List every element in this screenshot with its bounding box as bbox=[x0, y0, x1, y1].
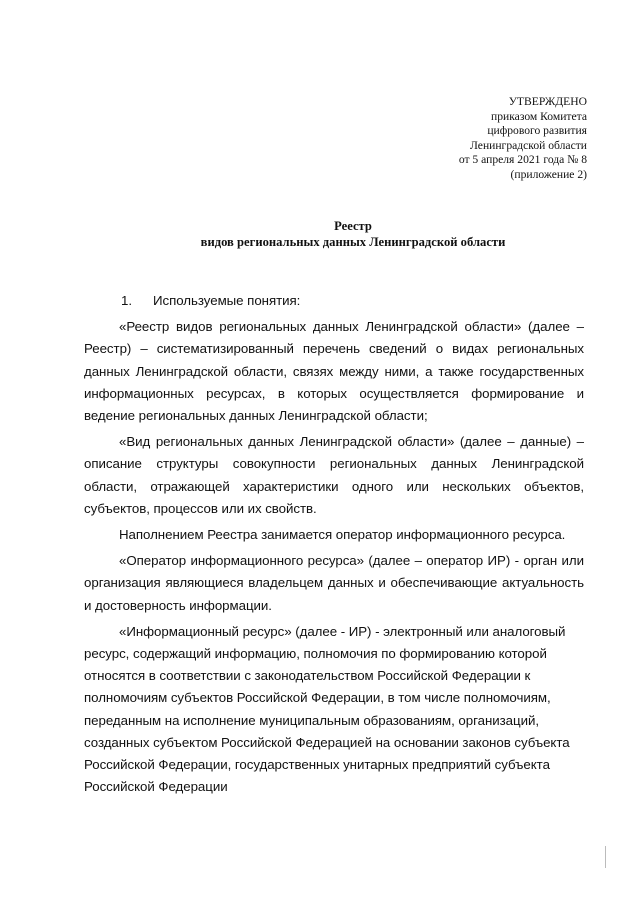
approval-line: (приложение 2) bbox=[510, 167, 587, 181]
approval-line: Ленинградской области bbox=[470, 138, 587, 152]
title-line: Реестр bbox=[334, 219, 372, 233]
approval-stamp bbox=[459, 95, 587, 182]
approval-line: цифрового развития bbox=[487, 124, 587, 137]
section-heading bbox=[84, 290, 584, 312]
document-body bbox=[84, 290, 584, 802]
paragraph: Наполнением Реестра занимается оператор информационного ресурса. bbox=[119, 527, 566, 543]
paragraph: «Вид региональных данных Ленинградской области» (далее – данные) – описание структуры совокупности региональных данных Ленинградской области, отражающей характеристики одного или нескольких объектов, субъектов, процессов или их свойств. bbox=[84, 434, 584, 516]
scan-artifact bbox=[605, 846, 606, 868]
paragraph: «Реестр видов региональных данных Ленинградской области» (далее – Реестр) – систематизированный перечень сведений о видах региональных данных Ленинградской области, связях между ними, а также государственных информационных ресурсах, в которых осуществляется формирование и ведение региональных данных Ленинградской области; bbox=[84, 319, 584, 424]
approval-line: УТВЕРЖДЕНО bbox=[508, 95, 587, 108]
paragraph: «Оператор информационного ресурса» (далее – оператор ИР) - орган или организация являющиеся владельцем данных и обеспечивающие актуальность и достоверность информации. bbox=[84, 553, 584, 613]
document-title bbox=[0, 218, 640, 250]
approval-line: от 5 апреля 2021 года № 8 bbox=[458, 153, 587, 166]
paragraph: «Информационный ресурс» (далее - ИР) - электронный или аналоговый ресурс, содержащий информацию, полномочия по формированию которой относятся в соответствии с законодательством Российской Федерации к полномочиям субъектов Российской Федерации, в том числе полномочиям, переданным на исполнение муниципальным образованиям, организаций, созданных субъектом Российской Федерацией на основании законов субъекта Российской Федерации, государственных унитарных предприятий субъекта Российской Федерации bbox=[84, 623, 570, 795]
approval-line: приказом Комитета bbox=[491, 109, 587, 123]
section-number: 1. bbox=[121, 293, 132, 308]
title-line: видов региональных данных Ленинградской области bbox=[200, 235, 506, 249]
section-heading-text: Используемые понятия: bbox=[153, 293, 301, 308]
